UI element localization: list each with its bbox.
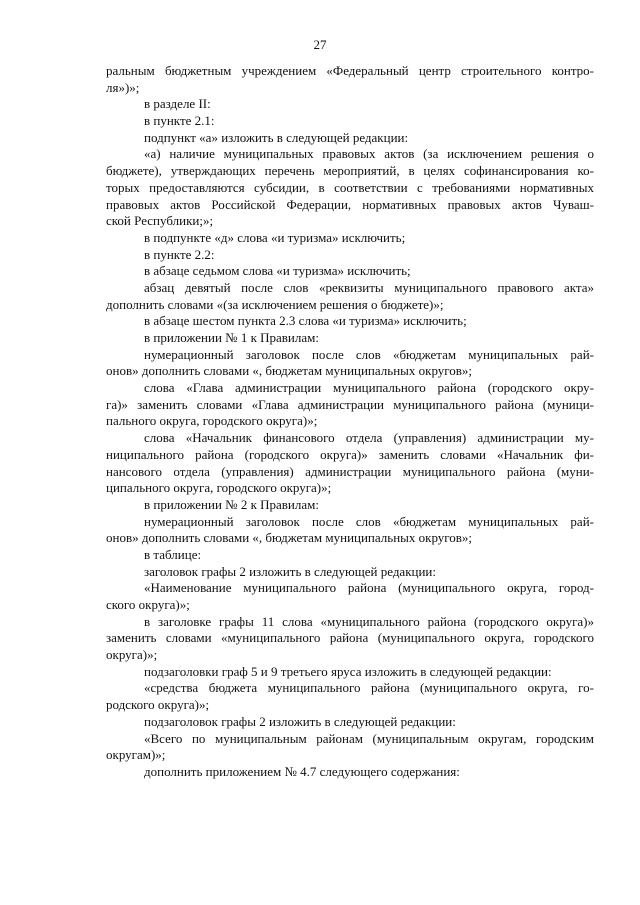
text-line: в абзаце шестом пункта 2.3 слова «и туризма» исключить; [144, 313, 467, 329]
text-line: онов» дополнить словами «, бюджетам муниципальных округов»; [106, 530, 473, 546]
text-line: абзац девятый после слов «реквизиты муниципального правового акта» [144, 279, 594, 295]
text-line: округам)»; [106, 747, 166, 763]
text-line: онов» дополнить словами «, бюджетам муниципальных округов»; [106, 363, 473, 379]
text-line: дополнить приложением № 4.7 следующего содержания: [144, 763, 460, 779]
text-line: ципального округа, городского округа)»; [106, 480, 332, 496]
text-line: торых предоставляются субсидии, в соответствии с требованиями нормативных [106, 179, 594, 195]
text-line: ской Республики;»; [106, 213, 214, 229]
document-body [106, 63, 594, 781]
text-line: в приложении № 2 к Правилам: [144, 496, 319, 512]
text-line: пального округа, городского округа)»; [106, 413, 318, 429]
text-line: дополнить словами «(за исключением решения о бюджете)»; [106, 296, 444, 312]
text-line: слова «Глава администрации муниципального района (городского окру- [144, 380, 594, 396]
text-line: ского округа)»; [106, 597, 190, 612]
text-line: «Наименование муниципального района (муниципального округа, город- [144, 580, 594, 596]
text-line: подзаголовки граф 5 и 9 третьего яруса изложить в следующей редакции: [144, 663, 552, 679]
text-line: «а) наличие муниципальных правовых актов (за исключением решения о [144, 146, 594, 162]
text-line: «Всего по муниципальным районам (муниципальным округам, городским [144, 730, 594, 746]
text-line: в таблице: [144, 546, 202, 562]
text-line: заменить словами «муниципального района (муниципального округа, городского [106, 630, 594, 646]
text-line: бюджете), утверждающих перечень мероприятий, в целях софинансирования ко- [106, 163, 594, 179]
text-line: родского округа)»; [106, 697, 210, 713]
text-line: в заголовке графы 11 слова «муниципального района (городского округа)» [144, 613, 594, 629]
text-line: ральным бюджетным учреждением «Федеральный центр строительного контро- [106, 63, 594, 78]
text-line: заголовок графы 2 изложить в следующей редакции: [144, 563, 436, 579]
text-line: нумерационный заголовок после слов «бюджетам муниципальных рай- [144, 513, 594, 529]
text-line: нансового отдела (управления) администрации муниципального района (муни- [106, 463, 594, 479]
text-line: в разделе II: [144, 96, 211, 112]
text-line: подпункт «а» изложить в следующей редакции: [144, 129, 409, 145]
text-line: слова «Начальник финансового отдела (управления) администрации му- [144, 430, 594, 446]
text-line: нумерационный заголовок после слов «бюджетам муниципальных рай- [144, 346, 594, 362]
text-line: в абзаце седьмом слова «и туризма» исключить; [144, 263, 411, 279]
text-line: подзаголовок графы 2 изложить в следующей редакции: [144, 713, 456, 729]
text-line: округа)»; [106, 647, 158, 663]
text-line: ниципального района (городского округа)» заменить словами «Начальник фи- [106, 446, 594, 462]
page-number: 27 [313, 37, 327, 52]
text-line: га)» заменить словами «Глава администрации муниципального района (муници- [106, 396, 594, 412]
text-line: ля»)»; [106, 79, 140, 95]
text-line: в пункте 2.2: [144, 246, 215, 262]
text-line: «средства бюджета муниципального района (муниципального округа, го- [144, 680, 594, 696]
text-line: в подпункте «д» слова «и туризма» исключить; [144, 229, 406, 245]
text-line: в приложении № 1 к Правилам: [144, 330, 319, 345]
text-line: в пункте 2.1: [144, 113, 215, 129]
text-line: правовых актов Российской Федерации, нормативных правовых актов Чуваш- [106, 196, 594, 212]
